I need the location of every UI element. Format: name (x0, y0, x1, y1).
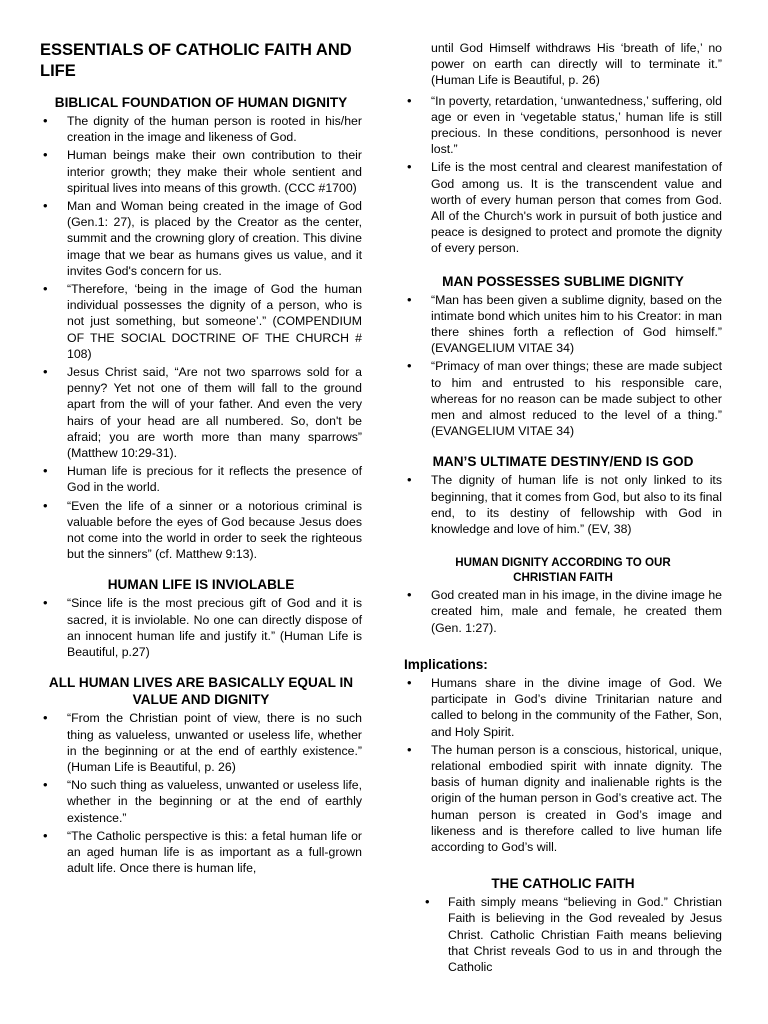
list-item: • “Primacy of man over things; these are made subject to him and entrusted to his responsible care, whereas for no reason can be made subject to other men and almost reduced to the level of a thing.” (EVANGELIUM VITAE 34) (404, 358, 722, 439)
list-human-dignity-faith (404, 587, 722, 636)
list-item: • “Since life is the most precious gift of God and it is sacred, it is inviolable. No one can directly dispose of an innocent human life and justify it.” (Human Life is Beautiful, p.27) (40, 595, 362, 660)
list-item: • Human beings make their own contribution to their interior growth; they make their whole sentient and spiritual lives into means of this growth. (CCC #1700) (40, 147, 362, 196)
section-heading-equal-value: ALL HUMAN LIVES ARE BASICALLY EQUAL IN VALUE AND DIGNITY (48, 675, 354, 708)
list-item: • God created man in his image, in the divine image he created him, male and female, he created them (Gen. 1:27). (404, 587, 722, 636)
list-biblical-foundation (40, 113, 362, 562)
list-item: • Human life is precious for it reflects the presence of God in the world. (40, 463, 362, 495)
list-item: • Life is the most central and clearest manifestation of God among us. It is the transcendent value and worth of every human person that comes from God. All of the Church's work in pursuit of both justice and peace is designed to protect and promote the dignity of every person. (404, 159, 722, 256)
list-equal-value (40, 710, 362, 876)
list-item: • Jesus Christ said, “Are not two sparrows sold for a penny? Yet not one of them will fall to the ground apart from the will of your father. And even the very hairs of your head are all numbered. So, don't be afraid; you are worth more than many sparrows” (Matthew 10:29-31). (40, 364, 362, 461)
list-item: • “Therefore, ‘being in the image of God the human individual possesses the dignity of a person, who is not just something, but someone’.” (COMPENDIUM OF THE SOCIAL DOCTRINE OF THE CHURCH # 108) (40, 281, 362, 362)
list-item: • The dignity of the human person is rooted in his/her creation in the image and likeness of God. (40, 113, 362, 145)
list-top-items (404, 93, 722, 257)
left-column (40, 0, 362, 878)
section-heading-human-dignity-faith: HUMAN DIGNITY ACCORDING TO OUR CHRISTIAN FAITH (455, 556, 671, 585)
list-item: • Humans share in the divine image of God. We participate in God’s divine Trinitarian nature and called to belong in the community of the Father, Son, and Holy Spirit. (404, 675, 722, 740)
list-catholic-faith (404, 894, 722, 975)
list-item: • The human person is a conscious, historical, unique, relational embodied spirit with innate dignity. The basis of human dignity and inalienable rights is the origin of the human person in God’s creative act. The human person is created in God’s image and likeness and is therefore called to live human life according to God’s will. (404, 742, 722, 855)
right-column (404, 0, 722, 977)
list-item: • “No such thing as valueless, unwanted or useless life, whether in the beginning or at the end of earthly existence.” (40, 777, 362, 826)
list-implications (404, 675, 722, 855)
list-item: • “Even the life of a sinner or a notorious criminal is valuable before the eyes of God because Jesus does not come into the world in order to seek the righteous but the sinners” (cf. Matthew 9:13). (40, 498, 362, 563)
section-heading-implications: Implications: (404, 656, 488, 672)
list-item: • “Man has been given a sublime dignity, based on the intimate bond which unites him to his Creator: in man there shines forth a reflection of God himself.” (EVANGELIUM VITAE 34) (404, 292, 722, 357)
section-heading-biblical-foundation: BIBLICAL FOUNDATION OF HUMAN DIGNITY (54, 95, 348, 110)
list-item: • Man and Woman being created in the image of God (Gen.1: 27), is placed by the Creator as the center, summit and the crowning glory of creation. This divine image that we bear as humans gives us value, and it invites God's concern for us. (40, 198, 362, 279)
document-title: ESSENTIALS OF CATHOLIC FAITH AND LIFE (40, 41, 352, 80)
list-item: • “In poverty, retardation, ‘unwantedness,’ suffering, old age or even in ‘vegetable status,’ human life is still precious. In these conditions, personhood is never lost.” (404, 93, 722, 158)
section-heading-catholic-faith: THE CATHOLIC FAITH (491, 876, 635, 892)
section-heading-ultimate-destiny: MAN’S ULTIMATE DESTINY/END IS GOD (432, 454, 694, 470)
list-item: • “From the Christian point of view, there is no such thing as valueless, unwanted or useless life, whether in the beginning or at the end of earthly existence.” (Human Life is Beautiful, p. 26) (40, 710, 362, 775)
list-sublime-dignity (404, 292, 722, 440)
list-item: • Faith simply means “believing in God.” Christian Faith is believing in the God revealed by Jesus Christ. Catholic Christian Faith means believing that Christ reveals God to us in and through the Catholic (404, 894, 722, 975)
list-ultimate-destiny (404, 472, 722, 537)
continuation-text: until God Himself withdraws His ‘breath of life,’ no power on earth can directly will to terminate it.” (Human Life is Beautiful, p. 26) (431, 41, 722, 88)
list-item: • “The Catholic perspective is this: a fetal human life or an aged human life is as important as a full-grown adult life. Once there is human life, (40, 828, 362, 877)
section-heading-sublime-dignity: MAN POSSESSES SUBLIME DIGNITY (442, 273, 684, 289)
list-item: • The dignity of human life is not only linked to its beginning, that it comes from God, but also to its final end, to its destiny of fellowship with God in knowledge and love of him.” (EV, 38) (404, 472, 722, 537)
section-heading-inviolable: HUMAN LIFE IS INVIOLABLE (107, 577, 295, 593)
list-inviolable (40, 595, 362, 660)
